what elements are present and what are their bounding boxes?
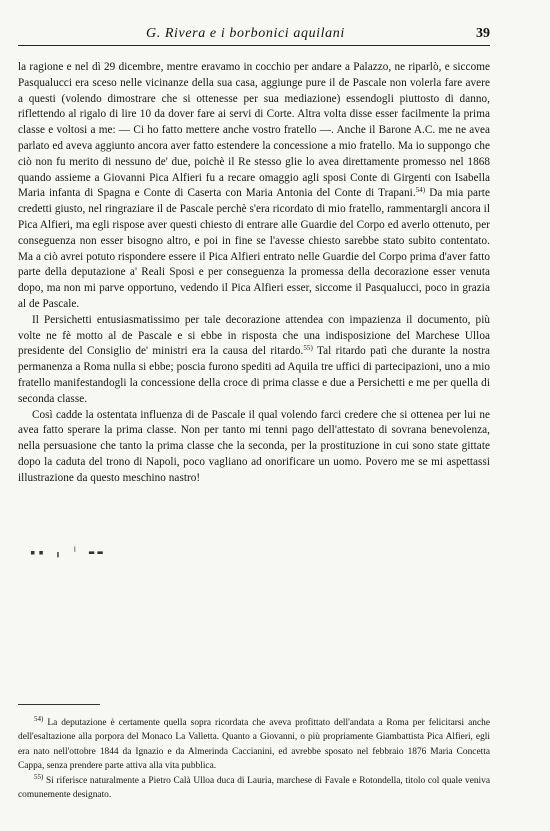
paragraph: la ragione e nel dì 29 dicembre, mentre eravamo in cocchio per andare a Palazzo, ne riparlò, e siccome Pasqualucci era sceso nelle vicinanze della sua casa, aggiunge pure il de Pascale non volerla fare avere a questi (volendo dimostrare che si ottenesse per sua mediazione) essendogli piuttosto di danno, riflettendo al rigalo di lire 10 da dover fare ai servi di Corte. Altra volta disse esser facilmente la prima classe e voltosi a me: — Ci ho fatto mettere anche vostro fratello —. Anche il Barone A.C. me ne avea parlato ed aveva aggiunto ancora aver fatto estendere la concessione a mio fratello. Ma io suppongo che ciò non fu merito di nessuno de' due, poichè il Re stesso glie lo avea direttamente promesso nel 1868 quando assieme a Giovanni Pica Alfieri fu a recare omaggio agli sposi Conte di Girgenti con Isabella Maria infanta di Spagna e Conte di Caserta con Maria Antonia del Conte di Trapani.$^{54)}$ Da mia parte credetti giusto, nel ringraziare il de Pascale perchè s'era ricordato di mio fratello, rammentargli ancora il Pica Alfieri, ma egli rispose aver questi chiesto di entrare alle Guardie del Corpo ed averlo ottenuto, per conseguenza non esser bisogno altro, e poi in fine se l'avesse chiesto sarebbe stato subito contentato. Ma a ciò avrei potuto rispondere essere il Pica Alfieri entrato nelle Guardie del Corpo prima d'aver fatto parte della deputazione a' Reali Sposi e per conseguenza la promessa della decorazione esser venuta dopo, ma non mi parve opportuno, vedendo il Pica Alfieri esser, siccome il Pasqualucci, poco in grazia al de Pascale. <box>18 61 490 310</box>
running-title: G. Rivera e i borbonici aquilani <box>146 26 345 41</box>
print-smudge: ▪▪ ╻ ╵ ▬▬ <box>30 548 106 558</box>
footnote-ref-54[interactable]: 54) <box>415 186 426 195</box>
running-header <box>18 24 490 44</box>
header-rule <box>18 45 490 46</box>
page-number: 39 <box>476 26 490 41</box>
footnote-54: $^{54)}$ La deputazione è certamente quella sopra ricordata che aveva profittato dell'andata a Roma per felicitarsi anche dell'esaltazione alla porpora del Monaco La Valletta. Quanto a Giovanni, o più propriamente Giambattista Pica Alfieri, egli era nato nell'ottobre 1844 da Ignazio e da Almerinda Caccianini, ed avrebbe sposato nel febbraio 1876 Maria Concetta Cappa, senza prendere parte attiva alla vita pubblica. <box>18 715 490 772</box>
footnote-ref-55[interactable]: 55) <box>303 344 313 353</box>
paragraph: Il Persichetti entusiasmatissimo per tale decorazione attendea con impazienza il documento, più volte ne fè motto al de Pascale e si ebbe in risposta che una indisposizione del Marchese Ulloa presidente del Consiglio de' ministri era la causa del ritardo.$^{55)}$ Tal ritardo patì che durante la nostra permanenza a Roma nulla si ebbe; poscia furono spediti ad Aquila tre uffici di partecipazioni, uno a mio fratello manifestandogli la concessione della croce di prima classe e due a Persichetti e me per quella di seconda classe. <box>18 313 490 405</box>
footnote-55: $^{55)}$ Si riferisce naturalmente a Pietro Calà Ulloa duca di Lauria, marchese di Favale e Rotondella, titolo col quale veniva comunemente designato. <box>18 772 490 801</box>
footnote-number: 55) <box>34 772 44 781</box>
paragraph: Così cadde la ostentata influenza di de Pascale il qual volendo farci credere che si ottenea per lui ne avea fatto sperare la prima classe. Non per tanto mi tenni pago dell'attestato di sovrana benevolenza, nella persuasione che tanto la prima classe che la seconda, per la prostituzione in cui sono state gittate dopo la caduta del trono di Napoli, poco vagliano ad onorificare un uomo. Povero me se mi aspettassi illustrazione da questo meschino nastro! <box>18 408 490 484</box>
main-text <box>18 60 490 487</box>
footnotes <box>18 716 490 802</box>
footnote-rule <box>18 704 100 705</box>
footnote-number: 54) <box>34 715 44 723</box>
